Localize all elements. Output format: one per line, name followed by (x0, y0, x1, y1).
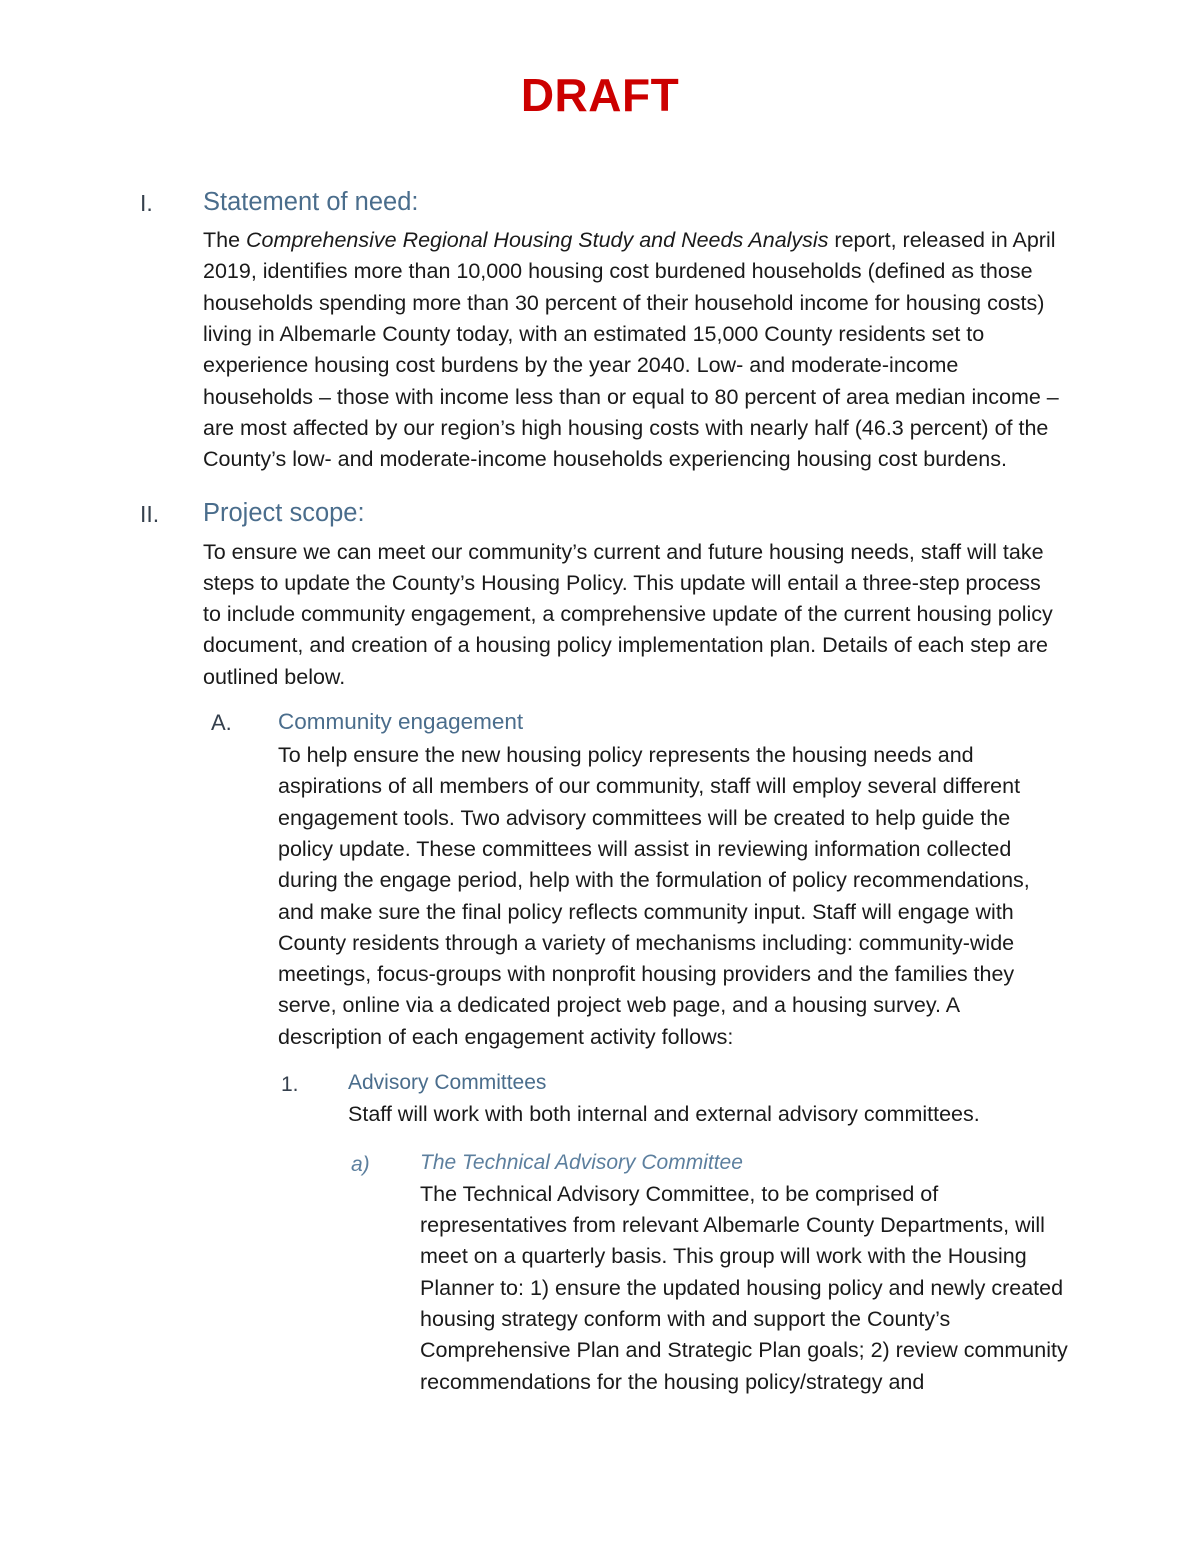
paragraph-statement-of-need (203, 225, 1060, 475)
paragraph-project-scope: To ensure we can meet our community’s current and future housing needs, staff will take steps to update the County’s Housing Policy. This update will entail a three-step process to include community engagement, a comprehensive update of the current housing policy document, and creation of a housing policy implementation plan. Details of each step are outlined below. (203, 539, 1053, 689)
heading-project-scope: Project scope: (203, 499, 365, 528)
section-content-ii (203, 497, 1060, 693)
paragraph-community-engagement: To help ensure the new housing policy represents the housing needs and aspirations of all members of our community, staff will employ several different engagement tools. Two advisory committees will be created to help guide the policy update. These committees will assist in reviewing information collected during the engage period, help with the formulation of policy recommendations, and make sure the final policy reflects community input. Staff will engage with County residents through a variety of mechanisms including: community-wide meetings, focus-groups with nonprofit housing providers and the families they serve, online via a dedicated project web page, and a housing survey. A description of each engagement activity follows: (278, 743, 1030, 1049)
subsection-technical-advisory-committee (0, 1149, 1200, 1398)
section-marker-ii: II. (140, 501, 160, 528)
subsection-content-a-paren (420, 1149, 1070, 1398)
heading-technical-advisory-committee: The Technical Advisory Committee (420, 1150, 743, 1174)
section-project-scope (0, 497, 1200, 693)
heading-advisory-committees: Advisory Committees (348, 1071, 547, 1094)
subsection-marker-a-paren: a) (351, 1152, 370, 1176)
paragraph-lead-text: The (203, 228, 247, 253)
paragraph-advisory-committees: Staff will work with both internal and external advisory committees. (348, 1102, 980, 1127)
subsection-content-1 (348, 1069, 1030, 1131)
subsection-marker-a: A. (211, 709, 232, 735)
paragraph-rest-text: report, released in April 2019, identifies more than 10,000 housing cost burdened households (defined as those households spending more than 30 percent of their household income for housing costs) living in Albemarle County today, with an estimated 15,000 County residents set to experience housing cost burdens by the year 2040. Low- and moderate-income households – those with income less than or equal to 80 percent of area median income – are most affected by our region’s high housing costs with nearly half (46.3 percent) of the County’s low- and moderate-income households experiencing housing cost burdens. (203, 228, 1059, 472)
report-title-italic: Comprehensive Regional Housing Study and Needs Analysis (246, 228, 829, 253)
heading-statement-of-need: Statement of need: (203, 188, 419, 216)
subsection-content-a (278, 707, 1060, 1053)
section-marker-i: I. (140, 190, 153, 216)
subsection-community-engagement (0, 707, 1200, 1053)
heading-community-engagement: Community engagement (278, 708, 524, 734)
subsection-advisory-committees (0, 1069, 1200, 1131)
section-content-i (203, 186, 1060, 475)
section-spacer (0, 475, 1200, 497)
section-statement-of-need (0, 186, 1200, 475)
subsection-marker-1: 1. (281, 1073, 299, 1096)
draft-watermark-title: DRAFT (520, 69, 680, 121)
document-body (0, 186, 1200, 1398)
paragraph-technical-advisory-committee: The Technical Advisory Committee, to be comprised of representatives from relevant Albemarle County Departments, will meet on a quarterly basis. This group will work with the Housing Planner to: 1) ensure the updated housing policy and newly created housing strategy conform with and support the County’s Comprehensive Plan and Strategic Plan goals; 2) review community recommendations for the housing policy/strategy and (420, 1181, 1068, 1394)
